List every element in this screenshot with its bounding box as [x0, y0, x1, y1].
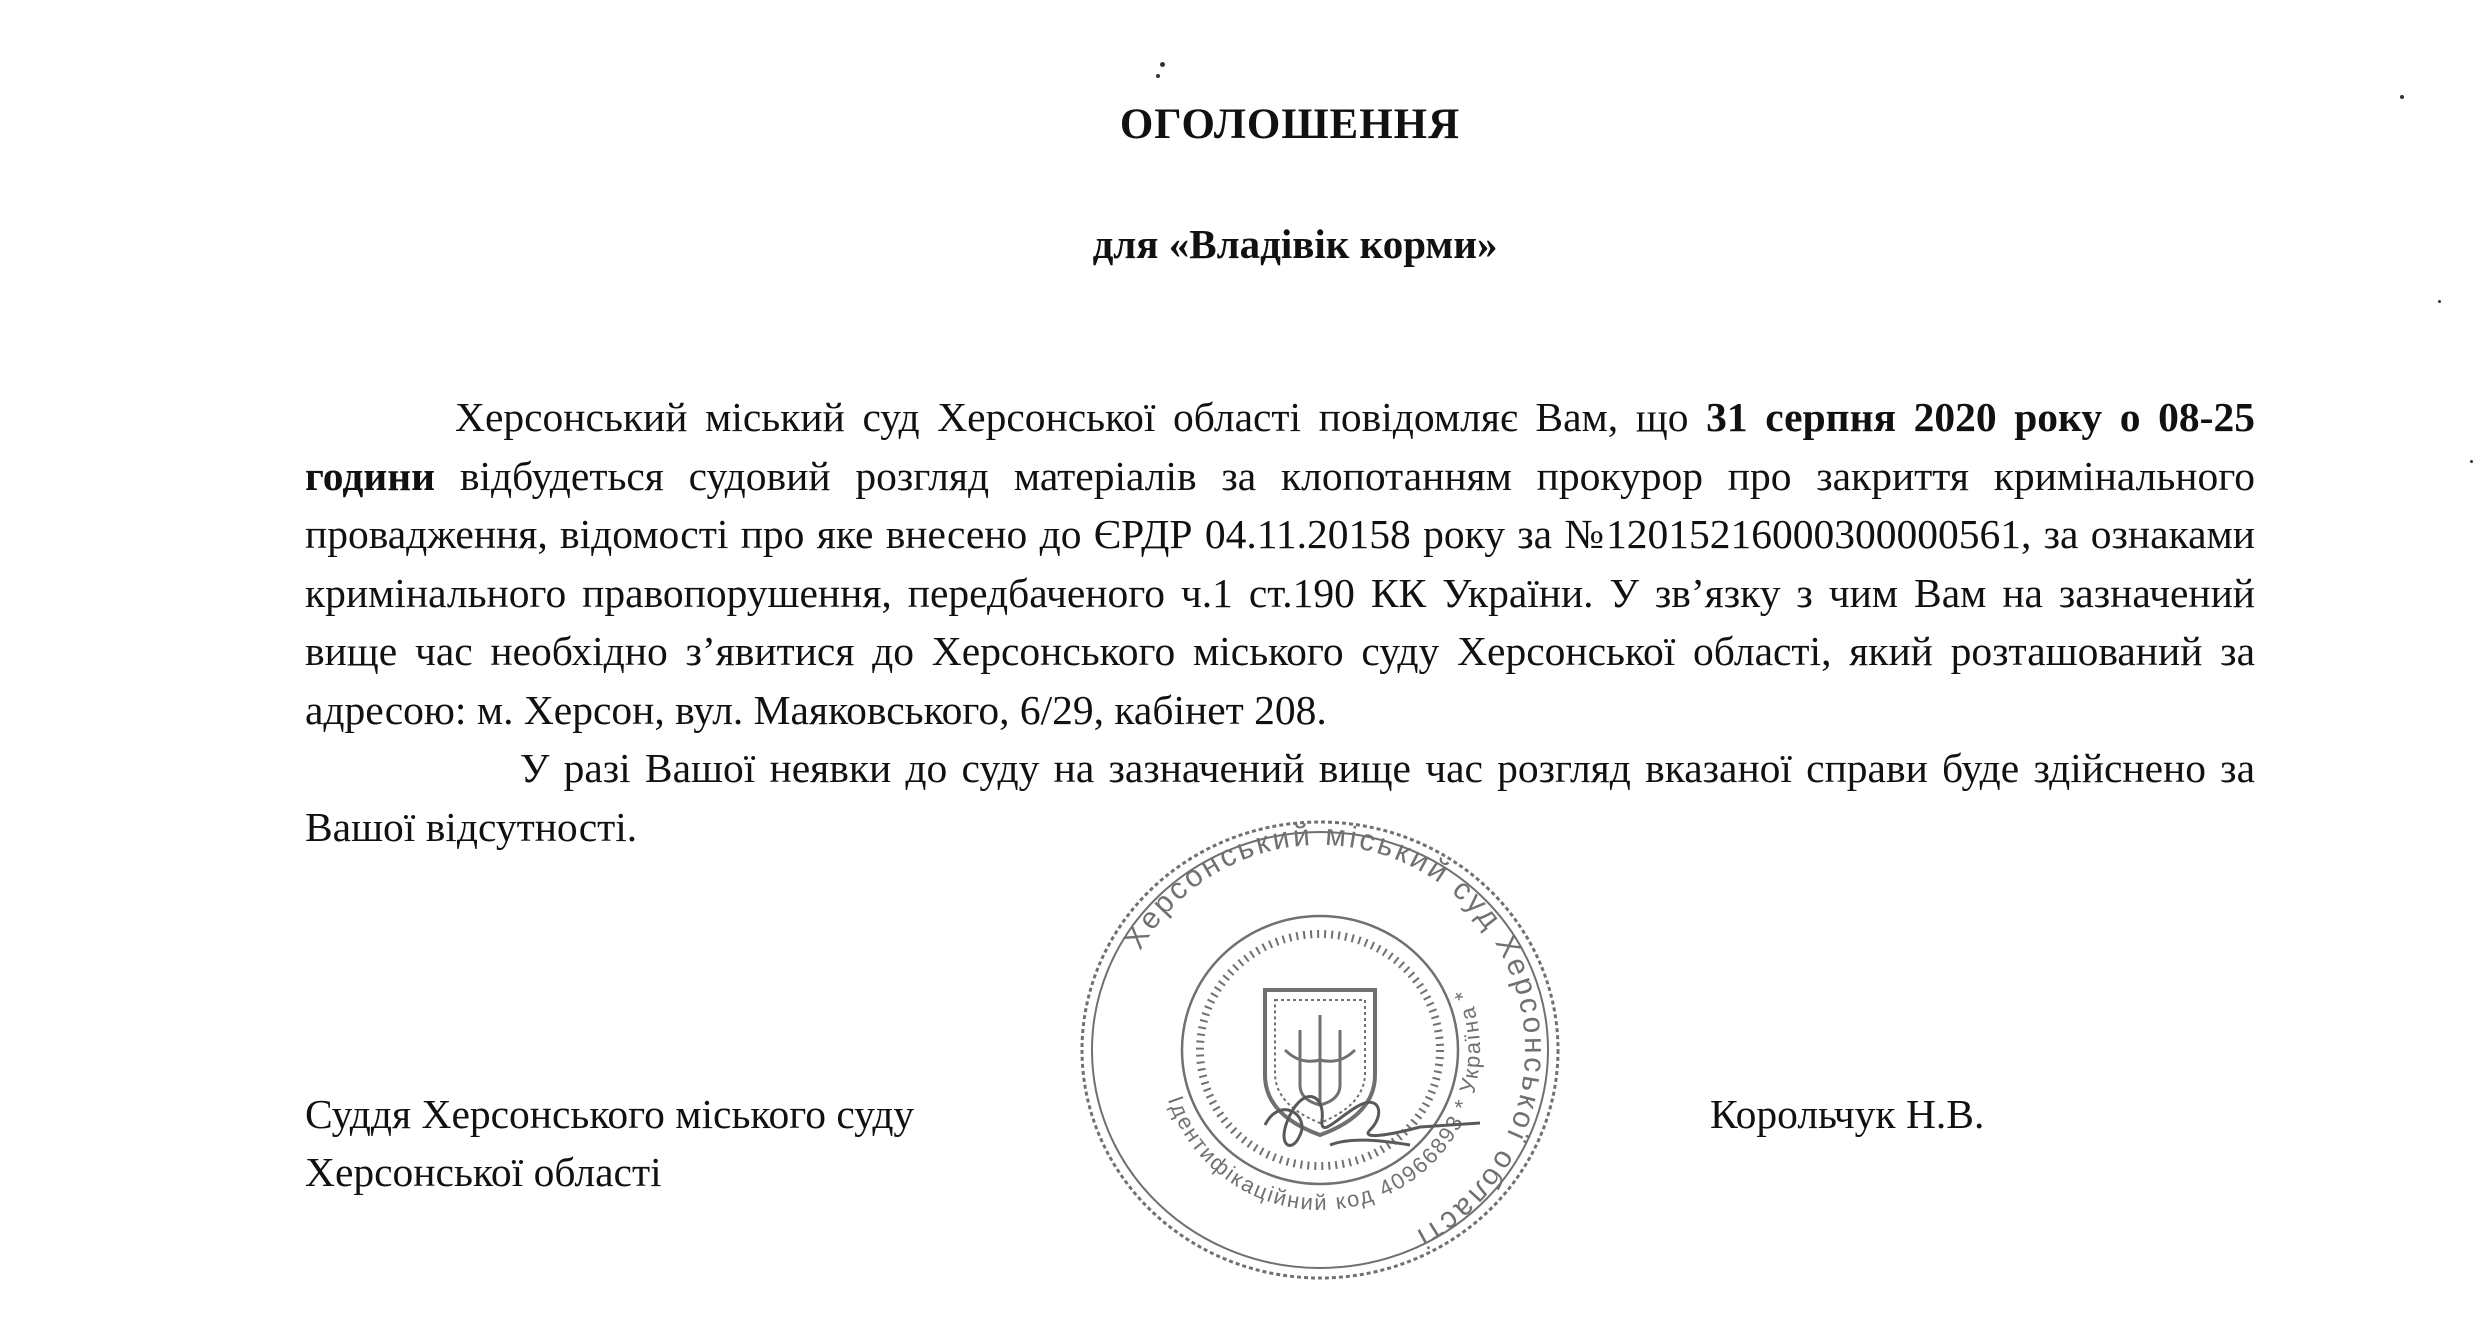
page-title: ОГОЛОШЕННЯ: [1119, 101, 1461, 148]
notice-paragraph-1: [305, 388, 2255, 739]
notice-paragraph-2: У разі Вашої неявки до суду на зазначений вище час розгляд вказаної справи буде здійснено за Вашої відсутності.: [305, 745, 2255, 850]
seal-outer-textpath: Херсонський міський суд Херсонської області: [1118, 818, 1552, 1256]
scan-speck: [2470, 460, 2473, 463]
seal-inner-text: [1163, 985, 1485, 1215]
notice-body: [305, 388, 2255, 856]
paragraph-intro: Херсонський міський суд Херсонської області повідомляє Вам, що: [455, 394, 1707, 440]
judge-name: Корольчук Н.В.: [1710, 1091, 1985, 1137]
scan-speck: [1160, 62, 1165, 67]
scan-speck: [1156, 74, 1160, 78]
scan-speck: [2400, 95, 2404, 99]
paragraph-rest: відбудеться судовий розгляд матеріалів за клопотанням прокурор про закриття кримінального провадження, відомості про яке внесено до ЄРДР 04.11.20158 року за №12015216000300000561, за ознаками кримінального правопорушення, передбаченого ч.1 ст.190 КК України. У зв’язку з чим Вам на зазначений вище час необхідно з’явитися до Херсонського міського суду Херсонської області, який розташований за адресою: м. Херсон, вул. Маяковського, 6/29, кабінет 208.: [305, 452, 2255, 733]
scan-speck: [2438, 300, 2441, 303]
signature-block: [305, 1085, 914, 1201]
coat-of-arms-icon: [1265, 990, 1375, 1135]
judge-position-line2: Херсонської області: [305, 1149, 662, 1195]
seal-inner-textpath: Ідентифікаційний код 40966893 * Україна *: [1163, 984, 1486, 1216]
court-seal: [1060, 815, 1580, 1285]
page-subtitle: для «Владівік корми»: [1092, 221, 1498, 267]
hearing-date: 31 серпня 2020 року о 08-25 години: [305, 394, 2255, 499]
judge-position-line1: Суддя Херсонського міського суду: [305, 1091, 915, 1137]
